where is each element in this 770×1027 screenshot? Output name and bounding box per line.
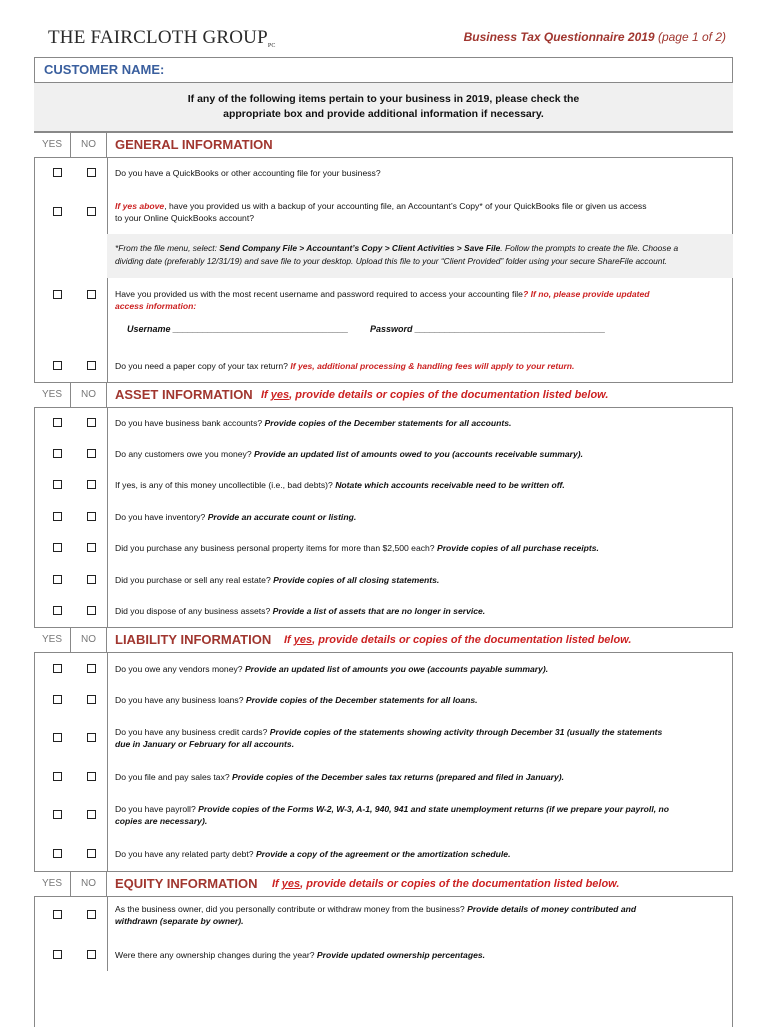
question-text: Do you file and pay sales tax? Provide copies of the December sales tax returns (prepared and filed in January). <box>115 772 564 782</box>
question-text: Did you purchase or sell any real estate? Provide copies of all closing statements. <box>115 575 440 585</box>
password-field[interactable]: Password ______________________________________ <box>370 324 606 334</box>
yes-column-label: YES <box>34 383 71 407</box>
yes-column-label: YES <box>34 133 71 157</box>
yes-checkbox[interactable] <box>53 512 62 521</box>
yes-checkbox[interactable] <box>53 772 62 781</box>
question-text: Do you have any business credit cards? Provide copies of the statements showing activity through December 31 (usually the statements due in January or February for all accounts. <box>115 727 663 749</box>
yes-checkbox[interactable] <box>53 950 62 959</box>
section-general-header <box>34 132 733 158</box>
question-text: Did you dispose of any business assets? Provide a list of assets that are no longer in service. <box>115 606 486 616</box>
question-text: As the business owner, did you personally contribute or withdraw money from the business? Provide details of money contributed and withdrawn (separate by owner). <box>115 904 637 926</box>
no-checkbox[interactable] <box>87 207 96 216</box>
title-page: (page 1 of 2) <box>657 30 726 44</box>
no-column-label: NO <box>71 383 107 407</box>
column-divider <box>107 407 108 627</box>
company-logo: THE FAIRCLOTH GROUPPC <box>48 27 276 49</box>
question-text: If yes, is any of this money uncollectible (i.e., bad debts)? Notate which accounts receivable need to be written off. <box>115 480 565 490</box>
document-title <box>464 30 726 44</box>
no-checkbox[interactable] <box>87 512 96 521</box>
no-checkbox[interactable] <box>87 695 96 704</box>
yes-checkbox[interactable] <box>53 810 62 819</box>
yes-checkbox[interactable] <box>53 849 62 858</box>
username-field[interactable]: Username ___________________________________ <box>127 324 349 334</box>
yes-checkbox[interactable] <box>53 606 62 615</box>
column-divider <box>107 896 108 971</box>
question-text: Did you purchase any business personal property items for more than $2,500 each? Provide copies of all purchase receipts. <box>115 543 599 553</box>
yes-checkbox[interactable] <box>53 543 62 552</box>
no-column-label: NO <box>71 133 107 157</box>
no-checkbox[interactable] <box>87 418 96 427</box>
no-checkbox[interactable] <box>87 290 96 299</box>
yes-checkbox[interactable] <box>53 449 62 458</box>
no-checkbox[interactable] <box>87 772 96 781</box>
section-note: If yes, provide details or copies of the documentation listed below. <box>272 878 620 890</box>
quickbooks-instructions: *From the file menu, select: Send Company File > Accountant’s Copy > Client Activities > Save File. Follow the prompts to create the file. Choose a dividing date (preferably 12/31/19) and save file to your desktop. Upload this file to your “Client Provided” folder using your secure ShareFile account. <box>107 234 733 278</box>
no-checkbox[interactable] <box>87 664 96 673</box>
question-text: If yes above, have you provided us with a backup of your accounting file, an Accountant’s Copy* of your QuickBooks file or given us access to your Online QuickBooks account? <box>115 201 647 223</box>
no-checkbox[interactable] <box>87 449 96 458</box>
no-checkbox[interactable] <box>87 606 96 615</box>
instructions-line-1: If any of the following items pertain to your business in 2019, please check the <box>187 93 580 105</box>
yes-checkbox[interactable] <box>53 361 62 370</box>
no-checkbox[interactable] <box>87 575 96 584</box>
no-checkbox[interactable] <box>87 849 96 858</box>
section-asset-header <box>34 382 733 408</box>
question-text: Do you need a paper copy of your tax return? If yes, additional processing & handling fees will apply to your return. <box>115 361 575 371</box>
no-checkbox[interactable] <box>87 543 96 552</box>
no-column-label: NO <box>71 628 107 652</box>
section-title: LIABILITY INFORMATION <box>115 632 272 647</box>
column-divider <box>107 653 108 871</box>
section-note: If yes, provide details or copies of the documentation listed below. <box>261 389 609 401</box>
question-text: Have you provided us with the most recent username and password required to access your accounting file? If no, please provide updated access information: <box>115 289 650 311</box>
yes-checkbox[interactable] <box>53 664 62 673</box>
section-note: If yes, provide details or copies of the documentation listed below. <box>284 634 632 646</box>
no-checkbox[interactable] <box>87 950 96 959</box>
yes-checkbox[interactable] <box>53 418 62 427</box>
section-equity-header <box>34 871 733 897</box>
yes-checkbox[interactable] <box>53 695 62 704</box>
yes-column-label: YES <box>34 628 71 652</box>
section-title: GENERAL INFORMATION <box>115 137 273 152</box>
no-checkbox[interactable] <box>87 810 96 819</box>
question-text: Do you have any related party debt? Provide a copy of the agreement or the amortization schedule. <box>115 849 511 859</box>
question-text: Do you have payroll? Provide copies of the Forms W-2, W-3, A-1, 940, 941 and state unemployment returns (if we prepare your payroll, no copies are necessary). <box>115 804 669 826</box>
section-title: EQUITY INFORMATION <box>115 876 258 891</box>
question-text: Do you have inventory? Provide an accurate count or listing. <box>115 512 357 522</box>
customer-name-label: CUSTOMER NAME: <box>44 62 165 77</box>
question-text: Do any customers owe you money? Provide an updated list of amounts owed to you (accounts receivable summary). <box>115 449 584 459</box>
yes-checkbox[interactable] <box>53 910 62 919</box>
question-text: Were there any ownership changes during the year? Provide updated ownership percentages. <box>115 950 486 960</box>
question-text: Do you have a QuickBooks or other accounting file for your business? <box>115 168 381 178</box>
question-text: Do you have business bank accounts? Provide copies of the December statements for all accounts. <box>115 418 512 428</box>
instructions-line-2: appropriate box and provide additional information if necessary. <box>223 108 544 120</box>
no-checkbox[interactable] <box>87 361 96 370</box>
title-main: Business Tax Questionnaire 2019 <box>463 30 655 44</box>
customer-name-field[interactable] <box>34 57 733 83</box>
no-checkbox[interactable] <box>87 480 96 489</box>
question-text: Do you owe any vendors money? Provide an updated list of amounts you owe (accounts payable summary). <box>115 664 549 674</box>
yes-column-label: YES <box>34 872 71 896</box>
no-checkbox[interactable] <box>87 168 96 177</box>
no-checkbox[interactable] <box>87 910 96 919</box>
yes-checkbox[interactable] <box>53 207 62 216</box>
no-checkbox[interactable] <box>87 733 96 742</box>
question-text: Do you have any business loans? Provide copies of the December statements for all loans. <box>115 695 478 705</box>
yes-checkbox[interactable] <box>53 480 62 489</box>
instructions <box>34 83 733 132</box>
yes-checkbox[interactable] <box>53 290 62 299</box>
yes-checkbox[interactable] <box>53 575 62 584</box>
yes-checkbox[interactable] <box>53 168 62 177</box>
section-liability-header <box>34 627 733 653</box>
no-column-label: NO <box>71 872 107 896</box>
section-title: ASSET INFORMATION <box>115 387 253 402</box>
yes-checkbox[interactable] <box>53 733 62 742</box>
